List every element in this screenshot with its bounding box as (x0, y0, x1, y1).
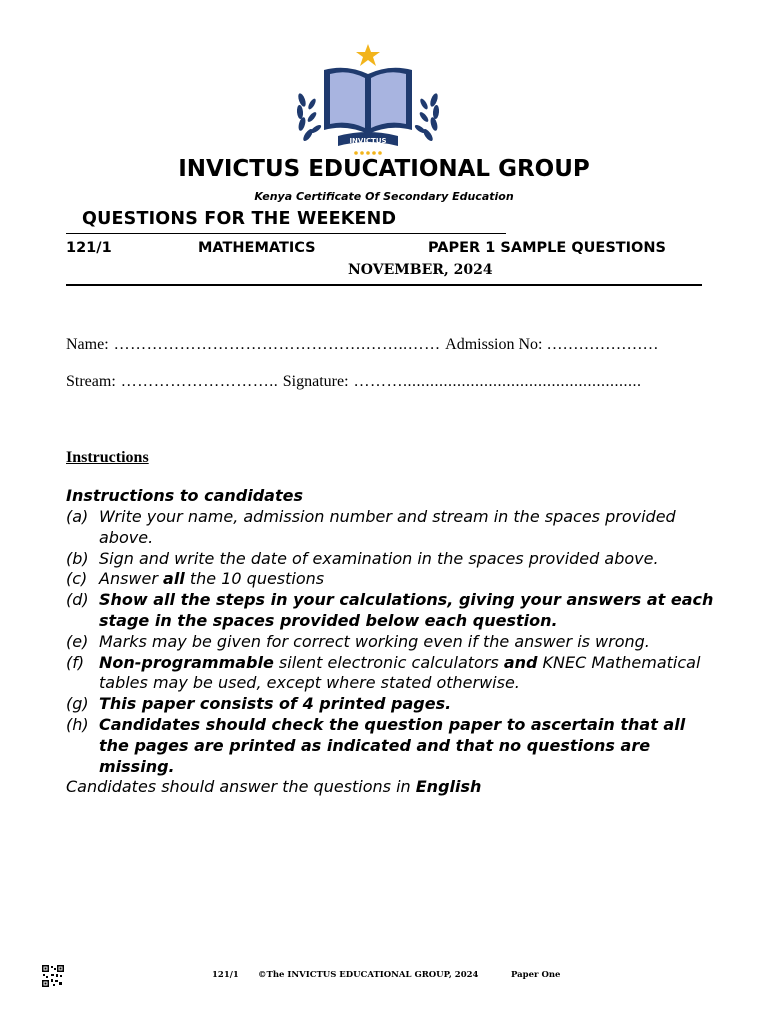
language-instruction: Candidates should answer the questions in English (66, 777, 482, 797)
list-item: (e) Marks may be given for correct working even if the answer is wrong. (66, 631, 650, 651)
name-admission-row (66, 336, 659, 354)
list-item: (d) Show all the steps in your calculations, giving your answers at each stage in the spaces provided below each question. (66, 590, 714, 630)
paper-subject: MATHEMATICS (198, 240, 316, 256)
list-item: (c) Answer all the 10 questions (66, 569, 325, 589)
list-item: (b) Sign and write the date of examination in the spaces provided above. (66, 548, 659, 568)
footer-code: 121/1 (212, 970, 239, 980)
divider-line-thick (66, 284, 702, 286)
list-item: (h) Candidates should check the question paper to ascertain that all the pages are printed as indicated and that no questions are missing. (66, 714, 686, 776)
footer-paper: Paper One (511, 970, 561, 980)
stream-label: Stream (66, 373, 112, 390)
banner-title: QUESTIONS FOR THE WEEKEND (82, 209, 397, 229)
list-item: (a) Write your name, admission number and stream in the spaces provided above. (66, 507, 676, 547)
instructions-list (66, 507, 716, 798)
organization-title: INVICTUS EDUCATIONAL GROUP (178, 156, 590, 182)
instructions-heading: Instructions (66, 449, 149, 466)
signature-field[interactable]: : ………..................................................... (344, 373, 642, 390)
name-field[interactable]: : ……………………………………….……..…… (104, 336, 446, 353)
candidates-heading: Instructions to candidates (66, 486, 303, 505)
list-item: (f) Non-programmable silent electronic calculators and KNEC Mathematical tables may be used, except where stated otherwise. (66, 652, 701, 693)
qr-code-icon (42, 965, 64, 987)
paper-date: NOVEMBER, 2024 (348, 262, 493, 278)
invictus-logo (288, 42, 448, 162)
paper-title: PAPER 1 SAMPLE QUESTIONS (428, 240, 666, 256)
name-label: Name (66, 336, 105, 353)
signature-label: Signature (282, 373, 345, 390)
book-logo-icon (288, 42, 448, 162)
divider-line (66, 233, 506, 234)
page-footer (212, 970, 560, 980)
list-item: (g) This paper consists of 4 printed pages. (66, 694, 452, 714)
svg-text:INVICTUS: INVICTUS (349, 137, 387, 145)
paper-code: 121/1 (66, 240, 112, 256)
footer-copyright: ©The INVICTUS EDUCATIONAL GROUP, 2024 (258, 970, 479, 980)
stream-signature-row (66, 373, 642, 391)
stream-field[interactable]: : ……………………….. (111, 373, 283, 390)
admission-field[interactable]: Admission No: ………………… (445, 336, 659, 353)
organization-subtitle: Kenya Certificate Of Secondary Education (254, 190, 514, 203)
